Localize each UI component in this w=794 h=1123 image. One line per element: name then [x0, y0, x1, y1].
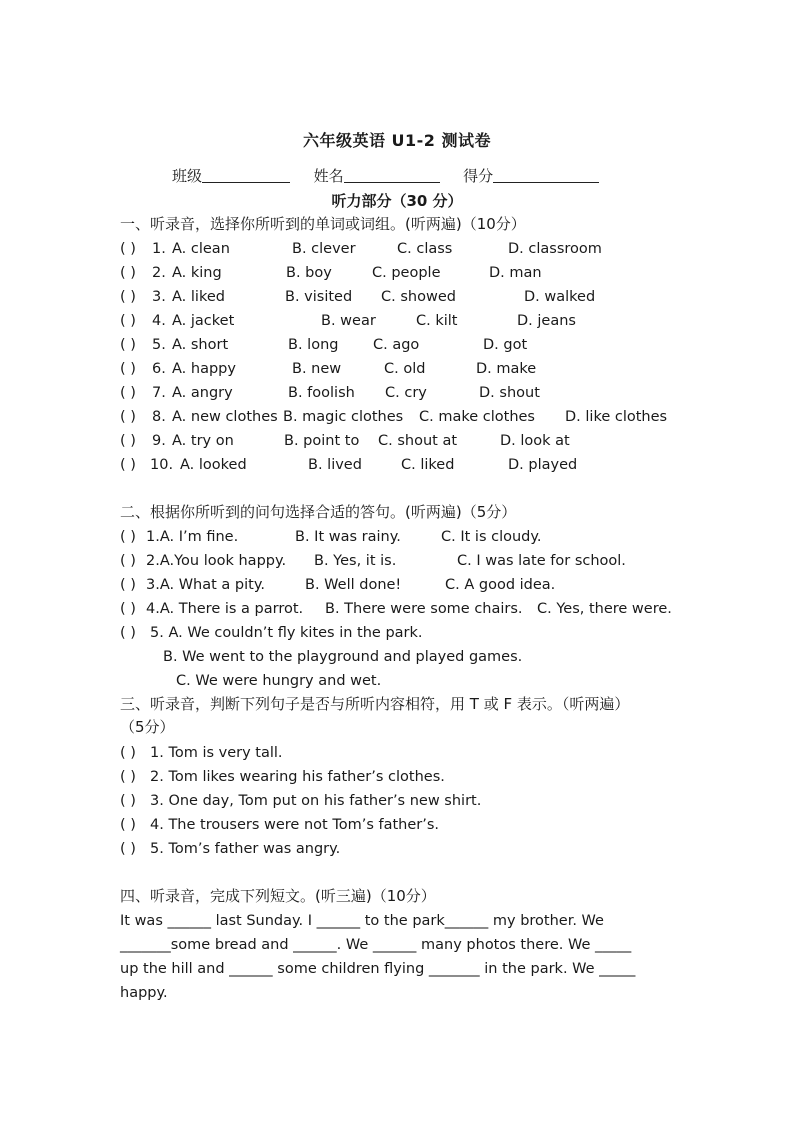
- item-number: 9.: [152, 433, 166, 449]
- answer-paren[interactable]: ( ): [120, 337, 136, 353]
- option-b: B. wear: [321, 313, 376, 329]
- part2-item-5: [120, 622, 423, 644]
- item-number: 1.: [152, 241, 166, 257]
- option-b: B. clever: [292, 241, 356, 257]
- option-d: D. make: [476, 361, 537, 377]
- option-a: A. liked: [172, 289, 225, 305]
- part4-heading: 四、听录音，完成下列短文。(听三遍)（10分）: [120, 887, 436, 905]
- option-d: D. got: [483, 337, 528, 353]
- passage-line: up the hill and ______ some children flying _______ in the park. We _____: [120, 961, 636, 977]
- option-b: B. new: [292, 361, 342, 377]
- option-b: B. long: [288, 337, 339, 353]
- answer-paren[interactable]: ( ): [120, 289, 136, 305]
- answer-paren[interactable]: ( ): [120, 361, 136, 377]
- option-c: C. A good idea.: [445, 577, 556, 593]
- option-a: 1.A. I’m fine.: [146, 529, 239, 545]
- part1-item: [120, 358, 700, 380]
- option-a: 4.A. There is a parrot.: [146, 601, 304, 617]
- option-a: 2.A.You look happy.: [146, 553, 287, 569]
- answer-paren[interactable]: ( ): [120, 409, 136, 425]
- answer-paren[interactable]: ( ): [120, 817, 136, 833]
- part2-item-5-option-b: B. We went to the playground and played games.: [163, 649, 523, 665]
- option-b: B. point to: [284, 433, 360, 449]
- answer-paren[interactable]: ( ): [120, 241, 136, 257]
- part2-item: [120, 526, 690, 548]
- class-label: 班级: [172, 167, 203, 185]
- part1-item: [120, 262, 700, 284]
- statement-text: 1. Tom is very tall.: [150, 745, 283, 761]
- part3-item: [120, 838, 340, 860]
- option-c: C. liked: [401, 457, 455, 473]
- option-c: C. ago: [373, 337, 420, 353]
- answer-paren[interactable]: ( ): [120, 433, 136, 449]
- option-a: A. short: [172, 337, 229, 353]
- option-b: B. visited: [285, 289, 353, 305]
- part2-item-5-option-c: C. We were hungry and wet.: [176, 673, 382, 689]
- part2-item: [120, 598, 690, 620]
- part1-item: [120, 454, 700, 476]
- answer-paren[interactable]: ( ): [120, 265, 136, 281]
- item-number: 2.: [152, 265, 166, 281]
- statement-text: 3. One day, Tom put on his father’s new shirt.: [150, 793, 482, 809]
- option-d: D. look at: [500, 433, 570, 449]
- option-d: D. played: [508, 457, 578, 473]
- option-c: C. It is cloudy.: [441, 529, 542, 545]
- answer-paren[interactable]: ( ): [120, 529, 136, 545]
- option-a: A. try on: [172, 433, 234, 449]
- option-c: C. shout at: [378, 433, 458, 449]
- statement-text: 2. Tom likes wearing his father’s clothes.: [150, 769, 445, 785]
- option-b: B. There were some chairs.: [325, 601, 523, 617]
- item-number: 5.: [152, 337, 166, 353]
- answer-paren[interactable]: ( ): [120, 841, 136, 857]
- option-c: C. people: [372, 265, 441, 281]
- part1-item: [120, 334, 700, 356]
- part3-item: [120, 790, 481, 812]
- option-b: B. boy: [286, 265, 332, 281]
- statement-text: 4. The trousers were not Tom’s father’s.: [150, 817, 440, 833]
- item-number: 4.: [152, 313, 166, 329]
- page-title: 六年级英语 U1-2 测试卷: [302, 131, 492, 150]
- option-b: B. Yes, it is.: [314, 553, 397, 569]
- option-c: C. class: [397, 241, 453, 257]
- part2-heading: 二、根据你所听到的问句选择合适的答句。(听两遍)（5分）: [120, 503, 517, 521]
- option-c: C. Yes, there were.: [537, 601, 672, 617]
- part3-heading-points: （5分）: [120, 718, 175, 736]
- part1-item: [120, 286, 700, 308]
- answer-paren[interactable]: ( ): [120, 577, 136, 593]
- option-d: D. walked: [524, 289, 596, 305]
- option-d: D. classroom: [508, 241, 602, 257]
- option-d: D. like clothes: [565, 409, 668, 425]
- class-blank[interactable]: [202, 167, 290, 183]
- option-a: A. king: [172, 265, 222, 281]
- option-c: C. kilt: [416, 313, 458, 329]
- part1-heading: 一、听录音，选择你所听到的单词或词组。(听两遍)（10分）: [120, 215, 526, 233]
- answer-paren[interactable]: ( ): [120, 601, 136, 617]
- option-a: A. new clothes: [172, 409, 278, 425]
- part1-item: [120, 238, 700, 260]
- item-number: 6.: [152, 361, 166, 377]
- item-number: 10.: [150, 457, 174, 473]
- option-c: C. old: [384, 361, 426, 377]
- option-a: A. angry: [172, 385, 233, 401]
- option-c: C. make clothes: [419, 409, 535, 425]
- option-c: C. showed: [381, 289, 456, 305]
- part3-item: [120, 814, 439, 836]
- name-label: 姓名: [313, 167, 344, 185]
- passage-line: _______some bread and ______. We ______ many photos there. We _____: [120, 937, 632, 953]
- option-b: B. magic clothes: [283, 409, 404, 425]
- answer-paren[interactable]: ( ): [120, 313, 136, 329]
- name-blank[interactable]: [344, 167, 440, 183]
- part1-item: [120, 406, 700, 428]
- answer-paren[interactable]: ( ): [120, 553, 136, 569]
- answer-paren[interactable]: ( ): [120, 625, 136, 641]
- statement-text: 5. Tom’s father was angry.: [150, 841, 341, 857]
- option-a: A. looked: [180, 457, 247, 473]
- part3-item: [120, 742, 283, 764]
- answer-paren[interactable]: ( ): [120, 745, 136, 761]
- passage-line: It was ______ last Sunday. I ______ to the park______ my brother. We: [120, 913, 604, 929]
- option-b: B. It was rainy.: [295, 529, 401, 545]
- answer-paren[interactable]: ( ): [120, 769, 136, 785]
- part2-item: [120, 574, 690, 596]
- option-a: A. jacket: [172, 313, 235, 329]
- part3-heading: 三、听录音，判断下列句子是否与所听内容相符，用 T 或 F 表示。（听两遍）: [120, 695, 630, 713]
- section-title: 听力部分（30 分）: [331, 192, 463, 210]
- option-a: 3.A. What a pity.: [146, 577, 265, 593]
- part3-item: [120, 766, 445, 788]
- item-number: 8.: [152, 409, 166, 425]
- score-label: 得分: [463, 167, 494, 185]
- option-a: A. clean: [172, 241, 230, 257]
- option-c: C. cry: [385, 385, 427, 401]
- student-info-row: [172, 165, 599, 186]
- answer-paren[interactable]: ( ): [120, 457, 136, 473]
- part2-item: [120, 550, 690, 572]
- item-number: 3.: [152, 289, 166, 305]
- option-d: D. man: [489, 265, 542, 281]
- option-b: B. lived: [308, 457, 362, 473]
- option-a: 5. A. We couldn’t fly kites in the park.: [150, 625, 423, 641]
- answer-paren[interactable]: ( ): [120, 385, 136, 401]
- part1-item: [120, 430, 700, 452]
- option-b: B. foolish: [288, 385, 355, 401]
- passage-line: happy.: [120, 985, 168, 1001]
- option-d: D. shout: [479, 385, 540, 401]
- option-a: A. happy: [172, 361, 236, 377]
- option-b: B. Well done!: [305, 577, 402, 593]
- option-c: C. I was late for school.: [457, 553, 626, 569]
- option-d: D. jeans: [517, 313, 576, 329]
- answer-paren[interactable]: ( ): [120, 793, 136, 809]
- score-blank[interactable]: [493, 167, 599, 183]
- item-number: 7.: [152, 385, 166, 401]
- part1-item: [120, 382, 700, 404]
- part1-item: [120, 310, 700, 332]
